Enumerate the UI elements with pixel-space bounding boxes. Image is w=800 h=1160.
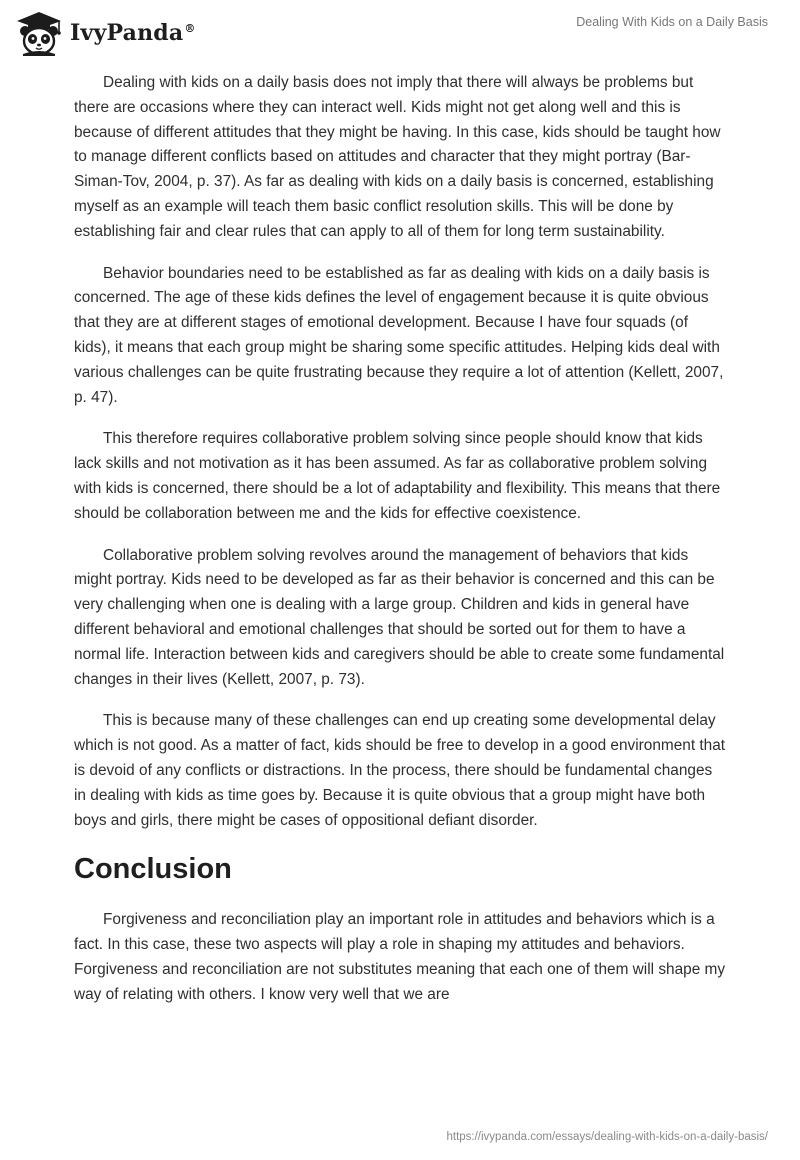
paragraph-2: Behavior boundaries need to be established as far as dealing with kids on a daily basis is concerned. The age of these kids defines the level of engagement because it is quite obvious that they are at different stages of emotional development. Because I have four squads (of kids), it means that each group might be sharing some specific attitudes. Helping kids deal with various challenges can be quite frustrating because they require a lot of attention (Kellett, 2007, p. 47). bbox=[74, 264, 724, 406]
conclusion-heading: Conclusion bbox=[74, 853, 232, 886]
page-header bbox=[0, 0, 800, 70]
conclusion-paragraph: Forgiveness and reconciliation play an important role in attitudes and behaviors which is a fact. In this case, these two aspects will play a role in shaping my attitudes and behaviors. Forgiveness and reconciliation are not substitutes meaning that each one of them will shape my way of relating with others. I know very well that we are bbox=[74, 911, 726, 1003]
paragraph-4: Collaborative problem solving revolves around the management of behaviors that kids might portray. Kids need to be developed as far as their behavior is concerned and this can be very challenging when one is dealing with a large group. Children and kids in general have different behavioral and emotional challenges that should be sorted out for them to have a normal life. Interaction between kids and caregivers should be able to create some fundamental changes in their lives (Kellett, 2007, p. 73). bbox=[74, 546, 725, 688]
panda-graduate-icon bbox=[14, 10, 64, 56]
brand-name: IvyPanda® bbox=[70, 20, 196, 46]
brand-logo[interactable] bbox=[14, 8, 196, 58]
paragraph-1: Dealing with kids on a daily basis does not imply that there will always be problems but there are occasions where they can interact well. Kids might not get along well and this is because of different attitudes that they might be having. In this case, kids should be taught how to manage different conflicts based on attitudes and character that they might portray (Bar-Siman-Tov, 2004, p. 37). As far as dealing with kids on a daily basis is concerned, establishing myself as an example will teach them basic conflict resolution skills. This will be done by establishing fair and clear rules that can apply to all of them for long term sustainability. bbox=[74, 74, 721, 240]
source-url[interactable]: https://ivypanda.com/essays/dealing-with-kids-on-a-daily-basis/ bbox=[446, 1131, 768, 1143]
paragraph-5: This is because many of these challenges can end up creating some developmental delay which is not good. As a matter of fact, kids should be free to develop in a good environment that is devoid of any conflicts or distractions. In the process, there should be fundamental changes in dealing with kids as time goes by. Because it is quite obvious that a group might have both boys and girls, there might be cases of oppositional defiant disorder. bbox=[74, 712, 726, 829]
paragraph-3: This therefore requires collaborative problem solving since people should know that kids lack skills and not motivation as it has been assumed. As far as collaborative problem solving with kids is concerned, there should be a lot of adaptability and flexibility. This means that there should be collaboration between me and the kids for effective coexistence. bbox=[74, 430, 721, 522]
document-title: Dealing With Kids on a Daily Basis bbox=[576, 15, 768, 29]
essay-body bbox=[74, 71, 728, 1025]
